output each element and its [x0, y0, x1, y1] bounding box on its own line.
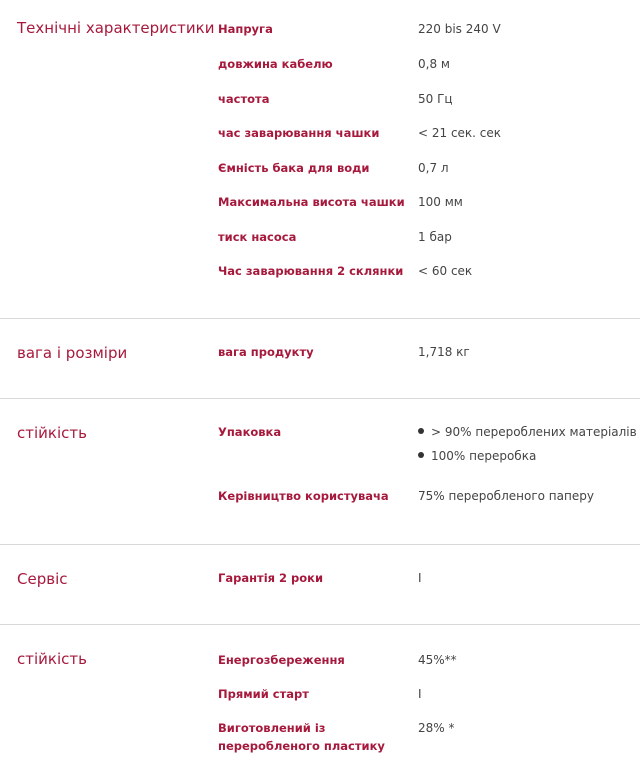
bullet-text: > 90% перероблених матеріалів	[431, 425, 637, 439]
spec-label: вага продукту	[218, 345, 314, 359]
spec-label: Прямий старт	[218, 687, 309, 701]
bullet-list	[418, 423, 637, 471]
section-title: стійкість	[17, 650, 87, 668]
section-title: Сервіс	[17, 570, 68, 588]
spec-label: тиск насоса	[218, 230, 297, 244]
spec-label: Виготовлений із переробленого пластику	[218, 721, 385, 753]
list-item	[418, 447, 637, 465]
section-title: вага і розміри	[17, 344, 128, 362]
spec-value: 75% переробленого паперу	[418, 489, 594, 503]
spec-label: довжина кабелю	[218, 57, 333, 71]
spec-value: 45%**	[418, 653, 457, 667]
spec-value: 1,718 кг	[418, 345, 470, 359]
spec-label: Енергозбереження	[218, 653, 345, 667]
spec-value: І	[418, 571, 422, 585]
section-sustainability-energy	[0, 625, 640, 773]
spec-value: < 21 сек. сек	[418, 126, 502, 140]
spec-value: І	[418, 687, 422, 701]
spec-label: Гарантія 2 роки	[218, 571, 324, 585]
bullet-icon	[418, 452, 424, 458]
section-title: Технічні характеристики	[17, 19, 215, 37]
section-technical-specs	[0, 0, 640, 319]
spec-label: Упаковка	[218, 425, 282, 439]
spec-value: < 60 сек	[418, 264, 473, 278]
spec-label: Ємність бака для води	[218, 161, 370, 175]
bullet-icon	[418, 428, 424, 434]
spec-label: Напруга	[218, 22, 273, 36]
spec-value: 1 бар	[418, 230, 452, 244]
section-service	[0, 545, 640, 625]
section-title: стійкість	[17, 424, 87, 442]
section-weight-dimensions	[0, 319, 640, 399]
spec-value: 220 bis 240 V	[418, 22, 501, 36]
spec-value: 50 Гц	[418, 92, 453, 106]
spec-value: 0,7 л	[418, 161, 449, 175]
spec-label: Час заварювання 2 склянки	[218, 264, 404, 278]
spec-label: час заварювання чашки	[218, 126, 380, 140]
spec-value: 28% *	[418, 721, 455, 735]
spec-label: Максимальна висота чашки	[218, 195, 405, 209]
spec-label: частота	[218, 92, 270, 106]
spec-value: 100 мм	[418, 195, 463, 209]
spec-value: 0,8 м	[418, 57, 450, 71]
spec-label: Керівництво користувача	[218, 489, 389, 503]
section-sustainability	[0, 399, 640, 545]
list-item	[418, 423, 637, 441]
bullet-text: 100% переробка	[431, 449, 537, 463]
